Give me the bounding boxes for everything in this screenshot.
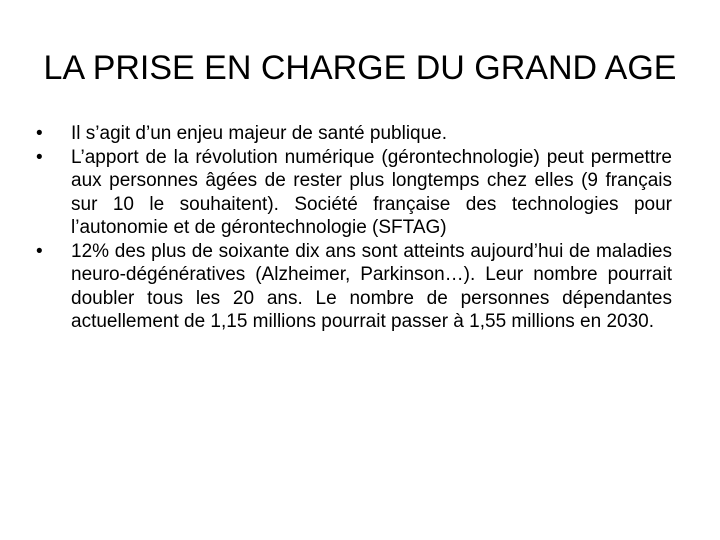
bullet-list (36, 122, 672, 334)
bullet-marker: • (36, 123, 43, 144)
slide-title: LA PRISE EN CHARGE DU GRAND AGE (43, 49, 677, 87)
bullet-marker: • (36, 146, 43, 168)
bullet-item (36, 122, 672, 146)
bullet-text: 12% des plus de soixante dix ans sont atteints aujourd’hui de maladies neuro-dégénératives (Alzheimer, Parkinson…). Leur nombre pourrait doubler tous les 20 ans. Le nombre de personnes dépendantes actuellement de 1,15 millions pourrait passer à 1,55 millions en 2030. (71, 240, 672, 332)
bullet-marker: • (36, 240, 43, 262)
bullet-text: L’apport de la révolution numérique (gérontechnologie) peut permettre aux personnes âgées de rester plus longtemps chez elles (9 français sur 10 le souhaitent). Société française des technologies pour l’autonomie et de gérontechnologie (SFTAG) (71, 146, 672, 238)
bullet-item (36, 240, 672, 334)
bullet-text: Il s’agit d’un enjeu majeur de santé publique. (71, 123, 448, 144)
bullet-item (36, 146, 672, 240)
